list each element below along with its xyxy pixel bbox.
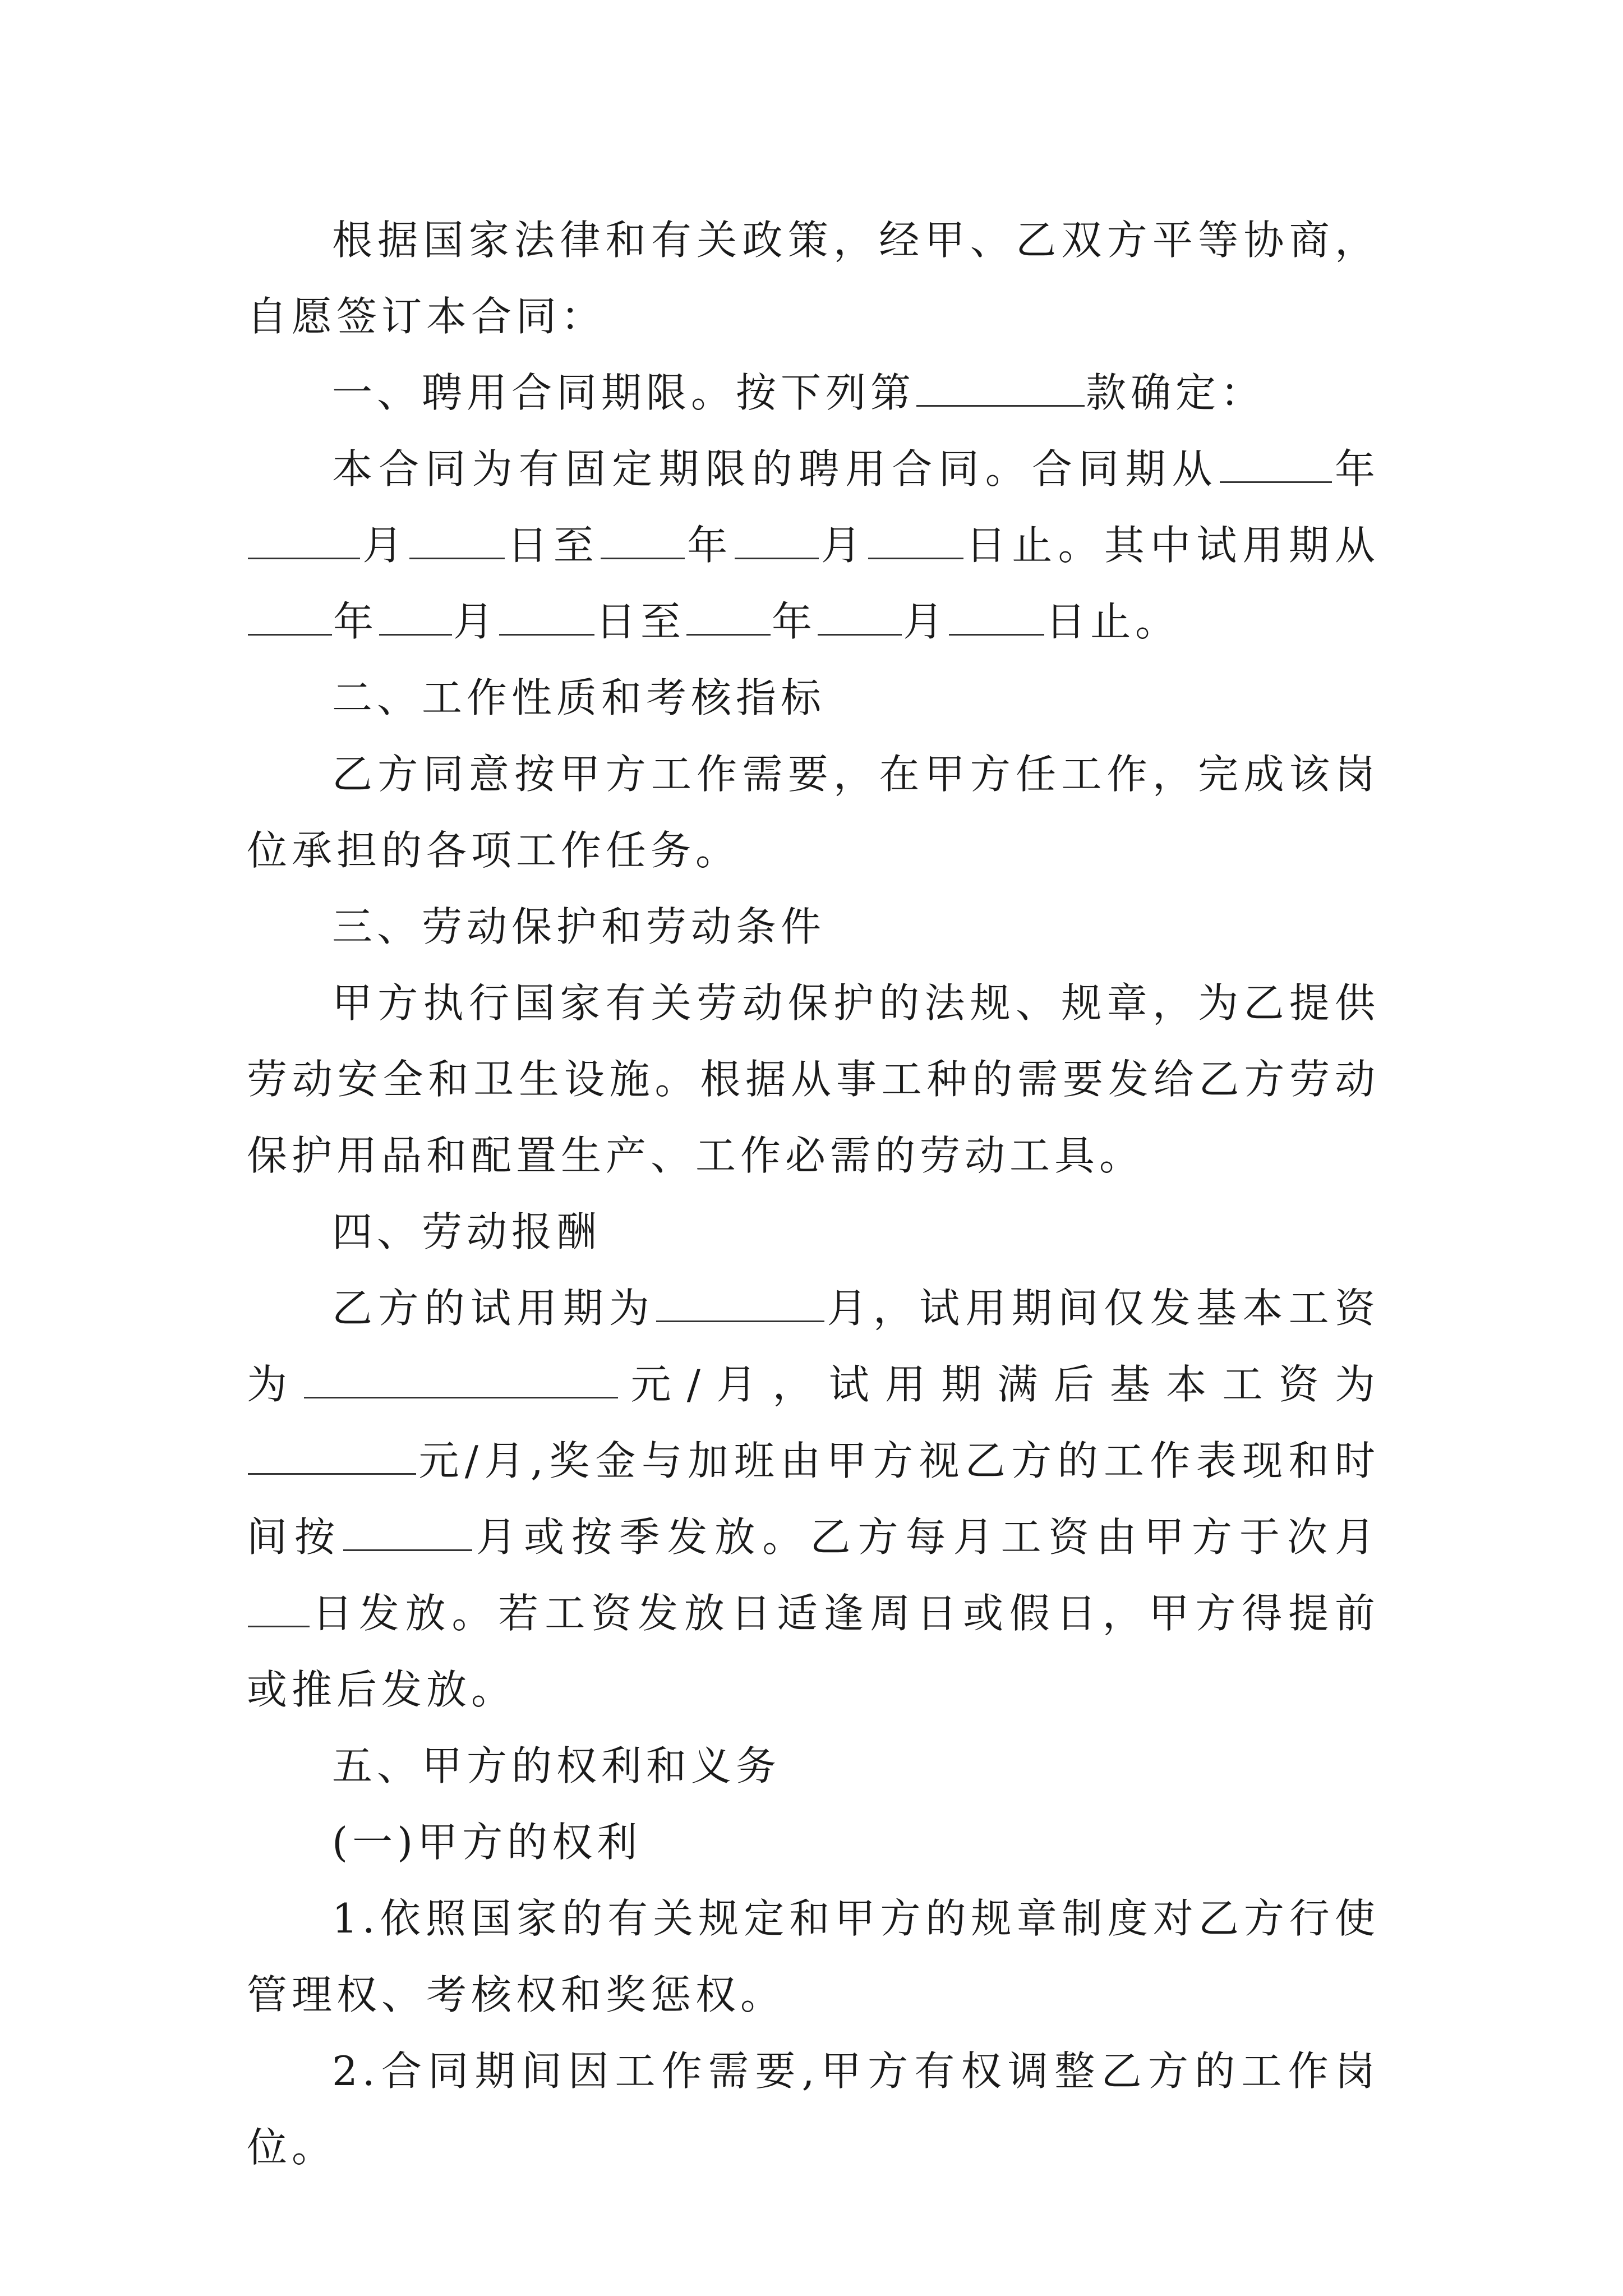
section-2-body: 乙方同意按甲方工作需要，在甲方任工作，完成该岗位承担的各项工作任务。 — [247, 751, 1380, 874]
day-to-label: 日至 — [506, 522, 600, 569]
probation-text: 日止。其中试用期从 — [964, 522, 1380, 569]
section-4-body — [247, 1270, 1380, 1728]
year-label: 年 — [333, 598, 379, 645]
section-1-body — [247, 431, 1380, 660]
end-label: 日止。 — [1045, 598, 1181, 645]
bonus-text: 元/月,奖金与加班由甲方视乙方的工作表现和时间按 — [247, 1437, 1380, 1561]
section-5-item-1: 1.依照国家的有关规定和甲方的规章制度对乙方行使管理权、考核权和奖惩权。 — [247, 1895, 1380, 2018]
payday-text: 月或按季发放。乙方每月工资由甲方于次月 — [473, 1513, 1380, 1561]
intro-paragraph: 根据国家法律和有关政策，经甲、乙双方平等协商，自愿签订本合同： — [247, 217, 1380, 340]
probation-start-day-blank[interactable] — [499, 600, 594, 636]
section-5-subtitle: (一)甲方的权利 — [332, 1819, 642, 1866]
section-1-title — [247, 355, 1380, 431]
payday-blank[interactable] — [248, 1592, 310, 1627]
section-3-title: 三、劳动保护和劳动条件 — [332, 903, 826, 950]
section-5-title: 五、甲方的权利和义务 — [332, 1742, 781, 1789]
term-end-month-blank[interactable] — [735, 524, 819, 559]
term-end-day-blank[interactable] — [868, 524, 963, 559]
year-label: 年 — [1332, 445, 1380, 493]
month-label: 月 — [453, 598, 499, 645]
term-text: 本合同为有固定期限的聘用合同。合同期从 — [332, 445, 1219, 493]
day-to-label: 日至 — [596, 598, 686, 645]
term-end-year-blank[interactable] — [601, 524, 685, 559]
month-label: 月 — [819, 522, 867, 569]
base-wage-blank[interactable] — [248, 1439, 416, 1475]
month-label: 月 — [903, 598, 948, 645]
section-1-title-text: 一、聘用合同期限。按下列第 — [332, 369, 916, 416]
section-5-item-2: 2.合同期间因工作需要,甲方有权调整乙方的工作岗位。 — [247, 2047, 1380, 2171]
term-start-year-blank[interactable] — [1220, 448, 1332, 483]
probation-period-text: 乙方的试用期为 — [332, 1285, 656, 1332]
document-body — [247, 202, 1380, 2185]
term-start-month-blank[interactable] — [248, 524, 360, 559]
holiday-text: 日发放。若工资发放日适逢周日或假日，甲方得提前或推后发放。 — [247, 1590, 1380, 1713]
probation-wage-text: 月，试用期间仅发基本工资为 — [247, 1285, 1380, 1408]
probation-start-year-blank[interactable] — [248, 600, 332, 636]
probation-end-year-blank[interactable] — [686, 600, 771, 636]
probation-end-day-blank[interactable] — [949, 600, 1044, 636]
term-start-day-blank[interactable] — [409, 524, 505, 559]
year-label: 年 — [686, 522, 734, 569]
probation-end-month-blank[interactable] — [818, 600, 902, 636]
probation-wage-blank[interactable] — [304, 1363, 618, 1398]
section-2-title: 二、工作性质和考核指标 — [332, 674, 826, 721]
bonus-period-blank[interactable] — [343, 1516, 472, 1551]
month-label: 月 — [361, 522, 409, 569]
probation-months-blank[interactable] — [656, 1287, 824, 1322]
section-1-title-suffix: 款确定： — [1086, 369, 1266, 416]
probation-start-month-blank[interactable] — [379, 600, 452, 636]
clause-number-blank[interactable] — [916, 371, 1085, 407]
section-3-body: 甲方执行国家有关劳动保护的法规、规章，为乙提供劳动安全和卫生设施。根据从事工种的需要发给乙方劳动保护用品和配置生产、工作必需的劳动工具。 — [247, 979, 1380, 1179]
base-wage-text: 元/月，试用期满后基本工资为 — [619, 1361, 1380, 1408]
year-label: 年 — [772, 598, 817, 645]
section-4-title: 四、劳动报酬 — [332, 1208, 602, 1255]
